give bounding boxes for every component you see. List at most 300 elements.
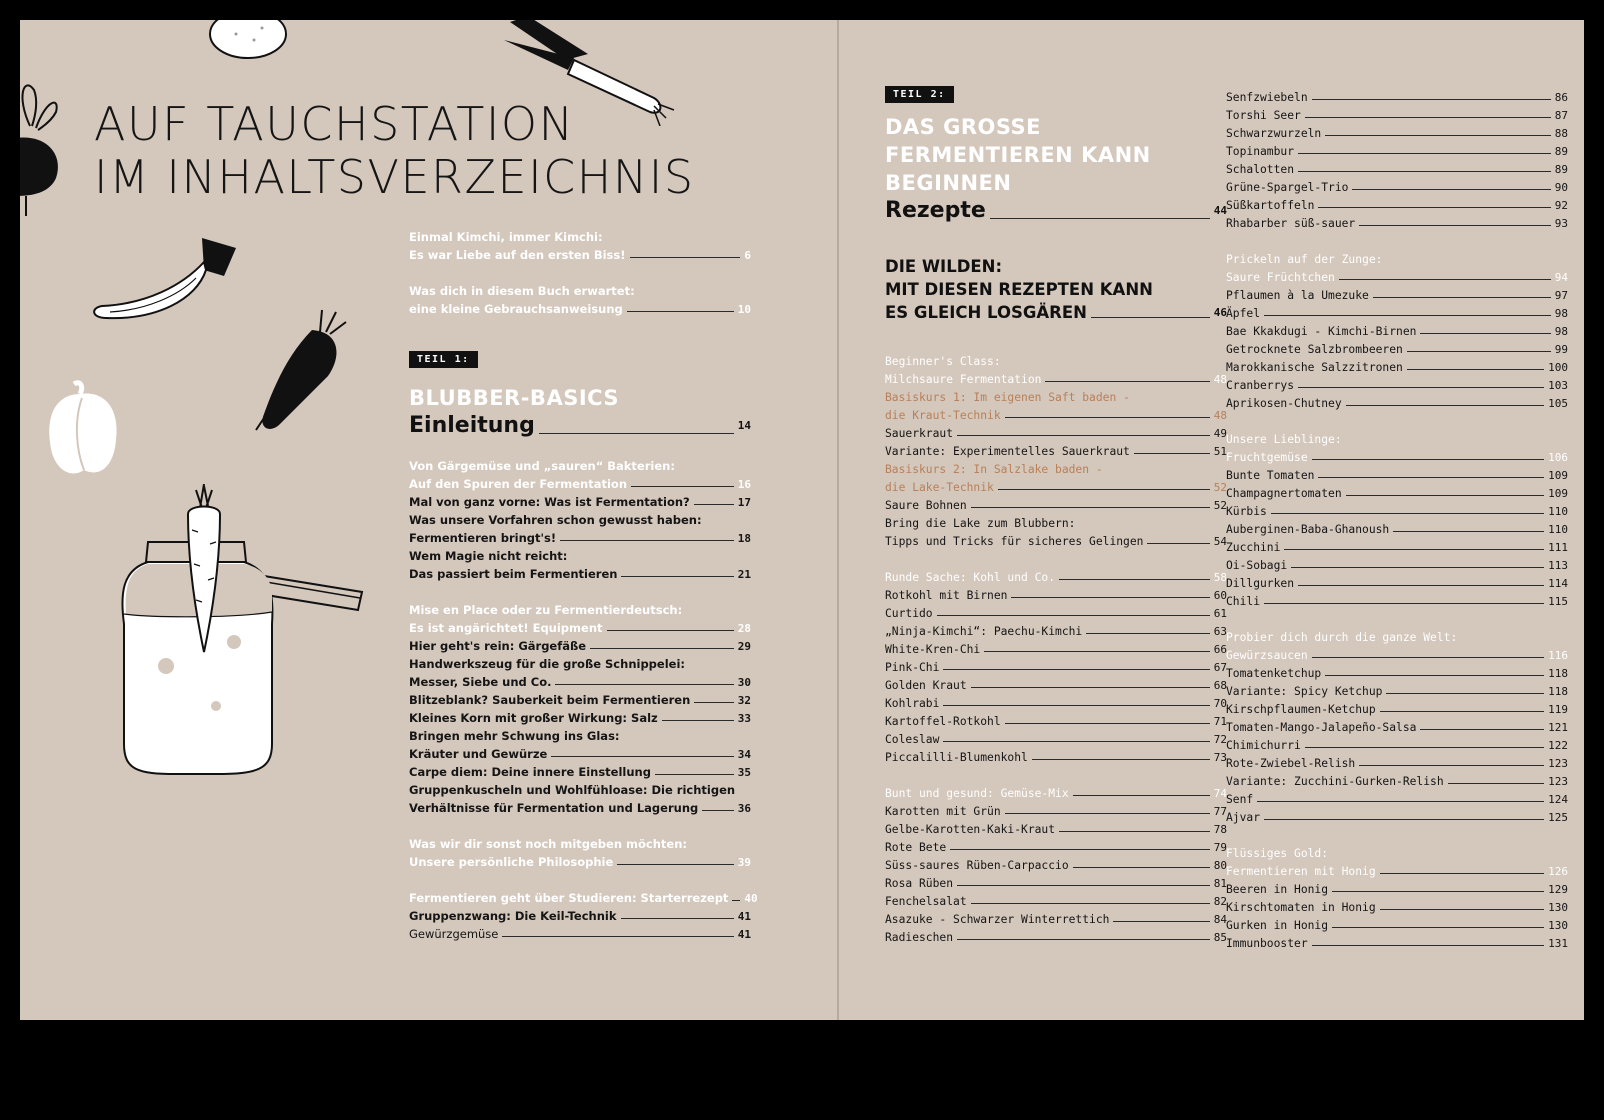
toc-leader	[1393, 531, 1544, 532]
toc-leader	[1380, 711, 1544, 712]
toc-entry[interactable]	[885, 800, 1227, 818]
toc-entry[interactable]	[1226, 320, 1568, 338]
toc-entry[interactable]	[1226, 392, 1568, 410]
toc-entry-label	[409, 509, 751, 527]
toc-leader	[1134, 453, 1210, 454]
toc-entry-title: Einmal Kimchi, immer Kimchi:	[409, 230, 603, 244]
toc-entry[interactable]	[885, 656, 1227, 674]
toc-entry-title: Was unsere Vorfahren schon gewusst haben:	[409, 513, 702, 527]
toc-entry-label	[409, 653, 751, 671]
toc-entry[interactable]	[1226, 662, 1568, 680]
toc-entry-title: Grüne-Spargel-Trio	[1226, 181, 1349, 194]
page-number: 48	[1213, 373, 1227, 386]
toc-entry[interactable]	[1226, 194, 1568, 212]
part-2-subtitle: Rezepte	[885, 198, 986, 223]
toc-entry[interactable]	[885, 908, 1227, 926]
toc-leader	[1284, 549, 1544, 550]
toc-leader	[1011, 597, 1209, 598]
toc-entry[interactable]	[885, 926, 1227, 944]
page-number: 124	[1548, 793, 1568, 806]
wild-heading-line-2: MIT DIESEN REZEPTEN KANN	[885, 280, 1153, 299]
page-number: 17	[737, 496, 751, 509]
wild-recipes-heading[interactable]	[885, 255, 1227, 324]
toc-entry[interactable]	[885, 872, 1227, 890]
toc-entry[interactable]	[885, 566, 1227, 584]
page-number: 89	[1554, 145, 1568, 158]
toc-entry[interactable]	[1226, 752, 1568, 770]
toc-leader	[732, 900, 740, 901]
toc-entry-title: Rote Bete	[885, 841, 947, 854]
toc-section	[1226, 86, 1568, 230]
toc-leader	[1332, 927, 1544, 928]
toc-leader	[1312, 459, 1545, 460]
part-1-title: BLUBBER-BASICS	[409, 386, 620, 410]
toc-entry-title: Basiskurs 2: In Salzlake baden -	[885, 463, 1103, 476]
toc-section	[409, 599, 751, 815]
toc-entry[interactable]	[409, 905, 751, 923]
toc-entry-title: Prickeln auf der Zunge:	[1226, 253, 1383, 266]
toc-entry-title: Marokkanische Salzzitronen	[1226, 361, 1403, 374]
toc-entry[interactable]	[409, 923, 751, 941]
toc-entry[interactable]	[885, 494, 1227, 512]
toc-entry[interactable]	[1226, 500, 1568, 518]
toc-entry[interactable]	[1226, 158, 1568, 176]
page-number: 52	[1213, 499, 1227, 512]
toc-entry[interactable]	[409, 851, 751, 869]
page-number: 40	[744, 892, 758, 905]
page-number: 79	[1213, 841, 1227, 854]
toc-entry-title: Saure Bohnen	[885, 499, 967, 512]
toc-entry[interactable]	[1226, 464, 1568, 482]
page-number: 63	[1213, 625, 1227, 638]
toc-entry[interactable]	[1226, 446, 1568, 464]
toc-entry[interactable]	[409, 473, 751, 491]
toc-entry[interactable]	[1226, 176, 1568, 194]
toc-entry[interactable]	[409, 887, 758, 905]
toc-entry-title: Rote-Zwiebel-Relish	[1226, 757, 1356, 770]
toc-entry[interactable]	[1226, 644, 1568, 662]
toc-entry-title: Milchsaure Fermentation	[885, 373, 1042, 386]
toc-entry-label	[1226, 248, 1568, 266]
page-number: 49	[1213, 427, 1227, 440]
page-number: 78	[1213, 823, 1227, 836]
toc-leader	[1264, 819, 1544, 820]
toc-entry[interactable]	[885, 368, 1227, 386]
toc-entry-title: Champagnertomaten	[1226, 487, 1342, 500]
toc-entry[interactable]	[1226, 716, 1568, 734]
toc-entry[interactable]	[885, 584, 1227, 602]
page-number: 66	[1213, 643, 1227, 656]
page-number: 39	[737, 856, 751, 869]
toc-entry-title: Süss-saures Rüben-Carpaccio	[885, 859, 1069, 872]
toc-entry[interactable]	[885, 422, 1227, 440]
page-number: 34	[737, 748, 751, 761]
toc-entry[interactable]	[1226, 572, 1568, 590]
part-2-subtitle-row[interactable]	[885, 197, 1227, 225]
toc-entry-title: Es war Liebe auf den ersten Biss!	[409, 248, 626, 262]
page-number: 44	[1213, 204, 1227, 217]
toc-leader	[1359, 765, 1544, 766]
toc-entry[interactable]	[885, 890, 1227, 908]
toc-leader	[1005, 417, 1210, 418]
toc-entry-title: Variante: Experimentelles Sauerkraut	[885, 445, 1130, 458]
toc-entry-label	[409, 455, 751, 473]
toc-entry-title: Was dich in diesem Buch erwartet:	[409, 284, 635, 298]
toc-entry[interactable]	[885, 782, 1227, 800]
toc-entry-label	[885, 512, 1227, 530]
page-number: 35	[737, 766, 751, 779]
toc-entry-title: Blitzeblank? Sauberkeit beim Fermentieren	[409, 693, 691, 707]
page-number: 130	[1548, 919, 1568, 932]
toc-entry[interactable]	[1226, 680, 1568, 698]
toc-entry-title: Asazuke - Schwarzer Winterrettich	[885, 913, 1110, 926]
toc-leader	[1407, 351, 1551, 352]
page-number: 72	[1213, 733, 1227, 746]
toc-entry[interactable]	[1226, 698, 1568, 716]
toc-entry-title: Handwerkszeug für die große Schnippelei:	[409, 657, 685, 671]
toc-section	[1226, 248, 1568, 410]
toc-entry[interactable]	[885, 674, 1227, 692]
page-number: 99	[1554, 343, 1568, 356]
page-number: 93	[1554, 217, 1568, 230]
toc-entry-title: Tipps und Tricks für sicheres Gelingen	[885, 535, 1144, 548]
toc-leader	[627, 311, 734, 312]
toc-leader	[1147, 543, 1209, 544]
page-number: 118	[1548, 685, 1568, 698]
toc-leader	[1407, 369, 1544, 370]
toc-leader	[998, 489, 1210, 490]
toc-entry-label	[409, 779, 751, 797]
toc-entry-title: Immunbooster	[1226, 937, 1308, 950]
toc-leader	[984, 651, 1210, 652]
toc-leader	[1298, 153, 1551, 154]
toc-entry-label	[1226, 842, 1568, 860]
toc-entry[interactable]	[1226, 302, 1568, 320]
toc-leader	[1298, 171, 1551, 172]
page-number: 86	[1554, 91, 1568, 104]
page-number: 106	[1548, 451, 1568, 464]
page-number: 21	[737, 568, 751, 581]
toc-leader	[621, 576, 733, 577]
toc-entry-label	[885, 458, 1227, 476]
page-number: 97	[1554, 289, 1568, 302]
part-2-title-line-2: FERMENTIEREN KANN	[885, 143, 1151, 167]
toc-entry[interactable]	[885, 530, 1227, 548]
page-number: 88	[1554, 127, 1568, 140]
part-2-title-line-3: BEGINNEN	[885, 171, 1012, 195]
toc-entry[interactable]	[1226, 482, 1568, 500]
toc-entry-title: Kürbis	[1226, 505, 1267, 518]
toc-entry-title: Kartoffel-Rotkohl	[885, 715, 1001, 728]
toc-entry[interactable]	[885, 728, 1227, 746]
toc-entry-title: Karotten mit Grün	[885, 805, 1001, 818]
page-number: 100	[1548, 361, 1568, 374]
toc-entry[interactable]	[1226, 914, 1568, 932]
page-number: 51	[1213, 445, 1227, 458]
toc-entry[interactable]	[409, 707, 751, 725]
page-number: 6	[744, 249, 751, 262]
wild-heading-line-1: DIE WILDEN:	[885, 257, 1003, 276]
toc-section	[1226, 626, 1568, 824]
toc-entry-title: Beeren in Honig	[1226, 883, 1329, 896]
toc-entry-title: Fermentieren bringt's!	[409, 531, 557, 545]
toc-leader	[1386, 693, 1544, 694]
page-number: 110	[1548, 505, 1568, 518]
toc-leader	[971, 507, 1210, 508]
toc-entry[interactable]	[1226, 140, 1568, 158]
toc-entry[interactable]	[885, 854, 1227, 872]
page-number: 28	[737, 622, 751, 635]
toc-entry[interactable]	[409, 797, 751, 815]
toc-entry[interactable]	[885, 638, 1227, 656]
toc-entry[interactable]	[409, 743, 751, 761]
part-1-badge: TEIL 1:	[409, 351, 478, 368]
toc-entry[interactable]	[1226, 122, 1568, 140]
toc-entry[interactable]	[1226, 860, 1568, 878]
toc-entry-title: Unsere Lieblinge:	[1226, 433, 1342, 446]
toc-entry-title: Messer, Siebe und Co.	[409, 675, 552, 689]
toc-entry-title: Bring die Lake zum Blubbern:	[885, 517, 1076, 530]
toc-entry-title: Senf	[1226, 793, 1254, 806]
toc-entry-title: Getrocknete Salzbrombeeren	[1226, 343, 1403, 356]
page-number: 84	[1213, 913, 1227, 926]
toc-entry-title: Torshi Seer	[1226, 109, 1301, 122]
page-number: 30	[737, 676, 751, 689]
toc-entry-title: Fermentieren mit Honig	[1226, 865, 1376, 878]
toc-entry[interactable]	[1226, 896, 1568, 914]
toc-leader	[1312, 657, 1545, 658]
toc-leader	[590, 648, 734, 649]
page-number: 61	[1213, 607, 1227, 620]
toc-section	[409, 280, 751, 316]
toc-leader	[943, 705, 1209, 706]
toc-entry[interactable]	[1226, 932, 1568, 950]
toc-entry-title: Unsere persönliche Philosophie	[409, 855, 614, 869]
toc-leader	[1059, 831, 1210, 832]
page-number: 18	[737, 532, 751, 545]
toc-entry-title: Probier dich durch die ganze Welt:	[1226, 631, 1458, 644]
toc-entry[interactable]	[1226, 356, 1568, 374]
toc-leader	[655, 774, 734, 775]
toc-entry[interactable]	[885, 404, 1227, 422]
toc-entry[interactable]	[1226, 806, 1568, 824]
toc-entry[interactable]	[409, 617, 751, 635]
toc-entry[interactable]	[885, 620, 1227, 638]
toc-entry[interactable]	[1226, 284, 1568, 302]
wild-heading-line-3: ES GLEICH LOSGÄREN	[885, 303, 1087, 322]
toc-entry[interactable]	[885, 602, 1227, 620]
page-number: 111	[1548, 541, 1568, 554]
toc-entry[interactable]	[1226, 734, 1568, 752]
toc-entry[interactable]	[1226, 770, 1568, 788]
toc-entry-title: Oi-Sobagi	[1226, 559, 1288, 572]
toc-entry[interactable]	[409, 298, 751, 316]
page-number: 52	[1213, 481, 1227, 494]
toc-entry[interactable]	[409, 761, 751, 779]
toc-entry-label	[409, 599, 751, 617]
toc-leader	[937, 615, 1210, 616]
toc-entry-title: Golden Kraut	[885, 679, 967, 692]
toc-entry-title: Fenchelsalat	[885, 895, 967, 908]
toc-entry[interactable]	[885, 710, 1227, 728]
page-number: 126	[1548, 865, 1568, 878]
toc-title-line-2: IM INHALTSVERZEICHNIS	[94, 150, 695, 204]
toc-leader	[539, 433, 734, 434]
toc-entry-label	[409, 545, 751, 563]
part-1-toc-column	[409, 455, 758, 941]
toc-leader	[1380, 873, 1544, 874]
toc-entry-title: Gewürzsaucen	[1226, 649, 1308, 662]
page-number: 32	[737, 694, 751, 707]
toc-entry-title: Gewürzgemüse	[409, 927, 499, 941]
toc-entry[interactable]	[1226, 374, 1568, 392]
bell-pepper-icon	[44, 380, 124, 482]
toc-entry-title: Gelbe-Karotten-Kaki-Kraut	[885, 823, 1056, 836]
toc-entry-title: Cranberrys	[1226, 379, 1295, 392]
toc-leader	[1420, 333, 1550, 334]
page-number: 118	[1548, 667, 1568, 680]
toc-entry-label	[409, 280, 751, 298]
toc-entry[interactable]	[885, 692, 1227, 710]
toc-entry-title: Kohlrabi	[885, 697, 940, 710]
part-2-header	[885, 84, 1227, 324]
toc-entry[interactable]	[409, 689, 751, 707]
left-page	[20, 20, 837, 1020]
part-2-title	[885, 113, 1227, 197]
toc-section	[885, 350, 1227, 548]
page-number: 54	[1213, 535, 1227, 548]
toc-entry-title: Topinambur	[1226, 145, 1295, 158]
toc-section	[409, 455, 751, 581]
toc-entry[interactable]	[1226, 338, 1568, 356]
toc-entry[interactable]	[1226, 788, 1568, 806]
toc-entry-title: Es ist angärichtet! Equipment	[409, 621, 603, 635]
toc-entry[interactable]	[409, 244, 751, 262]
toc-leader	[555, 684, 733, 685]
toc-entry-title: die Lake-Technik	[885, 481, 994, 494]
toc-leader	[1086, 633, 1210, 634]
toc-entry-title: Auberginen-Baba-Ghanoush	[1226, 523, 1390, 536]
page-number: 74	[1213, 787, 1227, 800]
toc-leader	[1032, 759, 1210, 760]
toc-entry-title: Bunte Tomaten	[1226, 469, 1315, 482]
toc-entry[interactable]	[1226, 86, 1568, 104]
toc-entry-title: Chimichurri	[1226, 739, 1301, 752]
toc-leader	[1264, 603, 1544, 604]
toc-entry-title: Pink-Chi	[885, 661, 940, 674]
toc-entry-title: Kirschpflaumen-Ketchup	[1226, 703, 1376, 716]
toc-entry-title: Verhältnisse für Fermentation und Lagerung	[409, 801, 699, 815]
black-radish-icon	[250, 306, 350, 434]
toc-section	[409, 833, 751, 869]
toc-leader	[1346, 495, 1545, 496]
toc-leader	[1346, 405, 1545, 406]
toc-leader	[630, 257, 741, 258]
toc-entry[interactable]	[885, 476, 1227, 494]
right-page	[839, 20, 1584, 1020]
page-number: 67	[1213, 661, 1227, 674]
toc-title-line-1: AUF TAUCHSTATION	[94, 97, 575, 151]
toc-entry-title: Äpfel	[1226, 307, 1261, 320]
toc-entry-title: Flüssiges Gold:	[1226, 847, 1329, 860]
toc-entry[interactable]	[1226, 266, 1568, 284]
toc-entry[interactable]	[1226, 518, 1568, 536]
toc-entry-title: Saure Früchtchen	[1226, 271, 1335, 284]
toc-leader	[1091, 317, 1210, 318]
toc-entry-title: Rosa Rüben	[885, 877, 954, 890]
page-number: 109	[1548, 487, 1568, 500]
page-number: 110	[1548, 523, 1568, 536]
toc-entry[interactable]	[1226, 212, 1568, 230]
toc-leader	[1073, 867, 1210, 868]
page-number: 68	[1213, 679, 1227, 692]
toc-entry-title: Fermentieren geht über Studieren: Starterrezept	[409, 891, 729, 905]
page-number: 14	[737, 419, 751, 432]
toc-entry[interactable]	[409, 563, 751, 581]
page-number: 46	[1213, 306, 1227, 319]
toc-entry[interactable]	[885, 818, 1227, 836]
toc-leader	[1045, 381, 1209, 382]
toc-leader	[1339, 279, 1551, 280]
page-number: 125	[1548, 811, 1568, 824]
lemon-icon	[206, 20, 290, 62]
toc-title	[94, 98, 695, 204]
toc-leader	[694, 702, 733, 703]
toc-entry-title: Hier geht's rein: Gärgefäße	[409, 639, 587, 653]
page-number: 89	[1554, 163, 1568, 176]
toc-leader	[1271, 513, 1544, 514]
toc-leader	[957, 885, 1210, 886]
part-2-title-line-1: DAS GROSSE	[885, 115, 1042, 139]
toc-entry-title: Kräuter und Gewürze	[409, 747, 548, 761]
part-1-subtitle-row[interactable]	[409, 412, 751, 440]
page-number: 33	[737, 712, 751, 725]
toc-entry-title: Rotkohl mit Birnen	[885, 589, 1008, 602]
toc-entry-title: Rhabarber süß-sauer	[1226, 217, 1356, 230]
toc-leader	[631, 486, 734, 487]
toc-leader	[617, 864, 733, 865]
toc-entry[interactable]	[885, 440, 1227, 458]
toc-entry-title: Gurken in Honig	[1226, 919, 1329, 932]
toc-leader	[1359, 225, 1551, 226]
toc-entry-title: Zucchini	[1226, 541, 1281, 554]
toc-entry[interactable]	[1226, 104, 1568, 122]
page-number: 85	[1213, 931, 1227, 944]
toc-entry[interactable]	[1226, 590, 1568, 608]
toc-entry[interactable]	[885, 746, 1227, 764]
toc-entry-title: Variante: Spicy Ketchup	[1226, 685, 1383, 698]
toc-entry[interactable]	[885, 836, 1227, 854]
toc-entry-title: Carpe diem: Deine innere Einstellung	[409, 765, 651, 779]
toc-entry[interactable]	[409, 527, 751, 545]
toc-leader	[1332, 891, 1544, 892]
toc-entry-title: Senfzwiebeln	[1226, 91, 1308, 104]
toc-entry-title: Das passiert beim Fermentieren	[409, 567, 618, 581]
page-number: 103	[1548, 379, 1568, 392]
toc-entry-label	[1226, 428, 1568, 446]
toc-entry[interactable]	[409, 635, 751, 653]
toc-leader	[1073, 795, 1210, 796]
toc-entry[interactable]	[409, 491, 751, 509]
toc-entry-title: Dillgurken	[1226, 577, 1295, 590]
recipes-toc-column-2	[1226, 86, 1568, 950]
toc-leader	[1373, 297, 1551, 298]
toc-entry[interactable]	[1226, 554, 1568, 572]
toc-entry[interactable]	[409, 671, 751, 689]
toc-entry-label	[885, 350, 1227, 368]
toc-entry[interactable]	[1226, 536, 1568, 554]
toc-entry[interactable]	[1226, 878, 1568, 896]
